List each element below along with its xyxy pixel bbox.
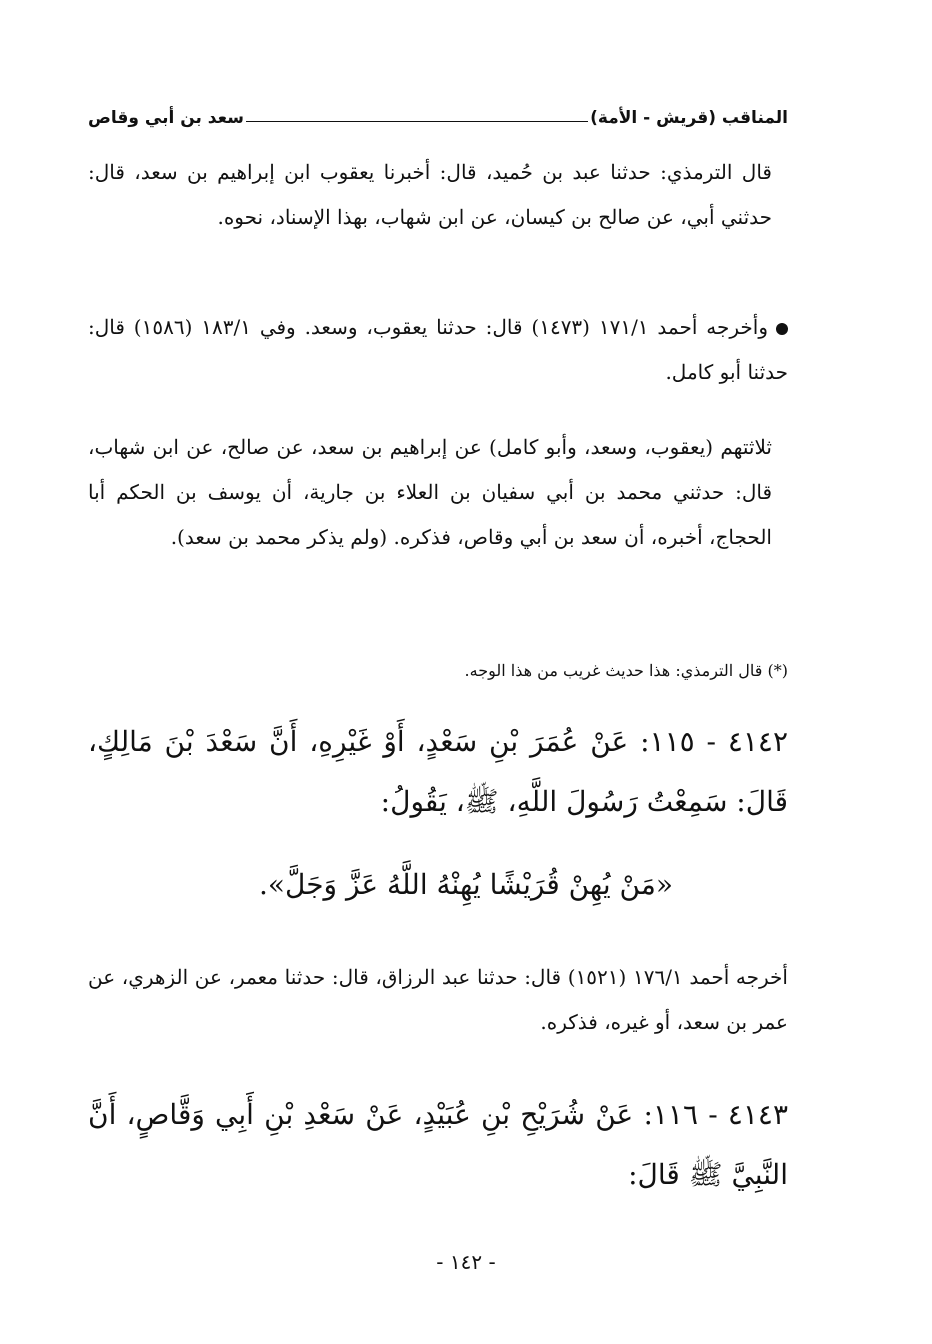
paragraph-tirmidhi-chain	[88, 150, 772, 240]
hadith-text: ٤١٤٢ - ١١٥: عَنْ عُمَرَ بْنِ سَعْدٍ، أَوْ غَيْرِهِ، أَنَّ سَعْدَ بْنَ مَالِكٍ، قَالَ: سَمِعْتُ رَسُولَ اللَّهِ، ﷺ، يَقُولُ:	[88, 725, 788, 818]
hadith-quote	[88, 855, 844, 915]
paragraph-text: قال الترمذي: حدثنا عبد بن حُميد، قال: أخبرنا يعقوب ابن إبراهيم بن سعد، قال: حدثني أبي، عن صالح بن كيسان، عن ابن شهاب، بهذا الإسناد، نحوه.	[88, 160, 772, 229]
paragraph-text: وأخرجه أحمد ١٧١/١ (١٤٧٣) قال: حدثنا يعقوب، وسعد. وفي ١٨٣/١ (١٥٨٦) قال: حدثنا أبو كامل.	[88, 315, 788, 384]
header-rule	[246, 121, 588, 122]
paragraph-ahmad-takhrij	[88, 305, 788, 395]
paragraph-text: ثلاثتهم (يعقوب، وسعد، وأبو كامل) عن إبراهيم بن سعد، عن صالح، عن ابن شهاب، قال: حدثني محمد بن أبي سفيان بن العلاء بن جارية، أن يوسف بن الحكم أبا الحجاج، أخبره، أن سعد بن أبي وقاص، فذكره. (ولم يذكر محمد بن سعد).	[88, 435, 773, 549]
header-chapter-title: المناقب (قريش - الأمة)	[590, 108, 788, 128]
hadith-4143	[88, 1085, 788, 1205]
paragraph-ahmad-abdulrazzaq	[88, 955, 788, 1045]
header-section-title: سعد بن أبي وقاص	[88, 108, 244, 128]
running-header	[88, 98, 788, 128]
paragraph-three-narrators	[88, 425, 772, 560]
footnote-text: (*) قال الترمذي: هذا حديث غريب من هذا الوجه.	[464, 661, 788, 680]
page-number: - ١٤٢ -	[436, 1250, 496, 1274]
footnote-tirmidhi	[88, 658, 788, 684]
hadith-quote-text: «مَنْ يُهِنْ قُرَيْشًا يُهِنْهُ اللَّهُ عَزَّ وَجَلَّ».	[259, 868, 673, 901]
paragraph-text: أخرجه أحمد ١٧٦/١ (١٥٢١) قال: حدثنا عبد الرزاق، قال: حدثنا معمر، عن الزهري، عن عمر بن سعد، أو غيره، فذكره.	[88, 965, 788, 1034]
hadith-4142	[88, 712, 788, 832]
bullet-icon	[776, 323, 788, 335]
hadith-text: ٤١٤٣ - ١١٦: عَنْ شُرَيْحِ بْنِ عُبَيْدٍ، عَنْ سَعْدِ بْنِ أَبِي وَقَّاصٍ، أَنَّ النَّبِيَّ ﷺ قَالَ:	[88, 1098, 788, 1191]
